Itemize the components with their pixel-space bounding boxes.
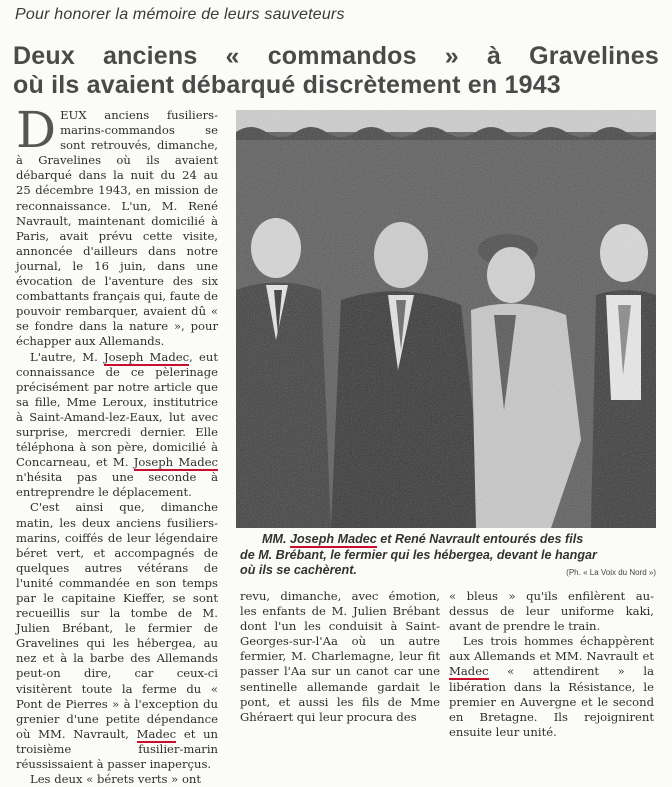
article-column-3 xyxy=(449,589,654,740)
paragraph-text: EUX anciens fusiliers-marins-commandos se sont retrouvés, dimanche, à Gravelines où ils avaient débarqué dans la nuit du 24 au 25 décembre 1943, en mission de reconnaissance. L'un, M. René Navrault, maintenant domicilié à Paris, avait prévu cette visite, annoncée d'ailleurs dans notre journal, le 16 juin, dans une évocation de l'aventure des six combattants français qui, faute de pouvoir rembarquer, avaient dû « se fondre dans la nature », pour échapper aux Allemands. xyxy=(16,108,218,349)
paragraph-text: L'autre, M. xyxy=(30,349,104,364)
photo-image xyxy=(236,110,656,528)
paragraph-text: , eut connaissance de ce pèlerinage précisément par notre article que sa fille, Mme Leroux, institutrice à Saint-Amand-lez-Eaux, lut avec surprise, mercredi dernier. Elle téléphona à son père, domicilié à Concarneau, et M. xyxy=(16,349,218,470)
article-column-1 xyxy=(16,101,219,787)
caption-text: où ils se cachèrent. xyxy=(240,563,357,577)
paragraph xyxy=(16,350,218,501)
headline-line-2: où ils avaient débarqué discrètement en 1943 xyxy=(13,71,561,99)
paragraph: revu, dimanche, avec émotion, les enfants de M. Julien Brébant dont l'un les conduisit à Saint-Georges-sur-l'Aa où un autre fermier, M. Charlemagne, leur fit passer l'Aa sur un canot car une sentinelle allemande gardait le pont, et aussi les fils de Mme Ghéraert qui leur procura des xyxy=(240,589,440,724)
paragraph xyxy=(16,101,218,350)
paragraph-text: n'hésita pas une seconde à entreprendre le déplacement. xyxy=(16,470,218,500)
caption-line-3 xyxy=(240,563,656,579)
article-column-2 xyxy=(240,589,440,725)
photo xyxy=(236,110,656,528)
highlighted-name: Joseph Madec xyxy=(104,349,190,364)
paragraph-text: et un troisième fusilier-marin réussissaient à passer inaperçus. xyxy=(16,726,219,772)
highlighted-name: Madec xyxy=(449,664,489,679)
highlighted-name: Joseph Madec xyxy=(289,532,377,546)
paragraph-text: « attendirent » la libération dans la Résistance, le premier en Auvergne et le second en Bretagne. Ils rejoignirent ensuite leur unité. xyxy=(449,664,654,739)
paragraph: « bleus » qu'ils enfilèrent au-dessus de leur uniforme kaki, avant de prendre le train. xyxy=(449,589,654,634)
photo-caption xyxy=(240,532,656,579)
paragraph-text: C'est ainsi que, dimanche matin, les deux anciens fusiliers-marins, coiffés de leur légendaire béret vert, et accompagnés de quelques autres vétérans de l'unité commandée en son temps par le capitaine Kieffer, se sont recueillis sur la tombe de M. Julien Brébant, le fermier de Gravelines qui les hébergea, au nez et à la barbe des Allemands peut-on dire, car ceux-ci visitèrent toute la ferme du « Pont de Pierres » à l'exception du grenier d'une petite dépendance où MM. Navrault, xyxy=(16,500,218,741)
paragraph xyxy=(449,634,654,740)
drop-cap: D xyxy=(16,101,57,159)
caption-text: MM. xyxy=(262,532,290,546)
kicker: Pour honorer la mémoire de leurs sauveteurs xyxy=(15,6,345,23)
highlighted-name: Joseph Madec xyxy=(133,455,218,470)
paragraph: Les deux « bérets verts » ont xyxy=(30,772,202,787)
headline xyxy=(13,42,659,100)
headline-line-1: Deux anciens « commandos » à Gravelines xyxy=(13,42,659,70)
caption-text: et René Navrault entourés des fils xyxy=(376,532,584,546)
paragraph xyxy=(16,500,218,772)
paragraph-text: Les trois hommes échappèrent aux Allemands et MM. Navrault et xyxy=(449,634,654,664)
photo-credit: (Ph. « La Voix du Nord ») xyxy=(566,568,656,577)
highlighted-name: Madec xyxy=(136,726,177,741)
caption-line-2: de M. Brébant, le fermier qui les hébergea, devant le hangar xyxy=(240,547,597,562)
caption-line-1 xyxy=(240,532,656,548)
